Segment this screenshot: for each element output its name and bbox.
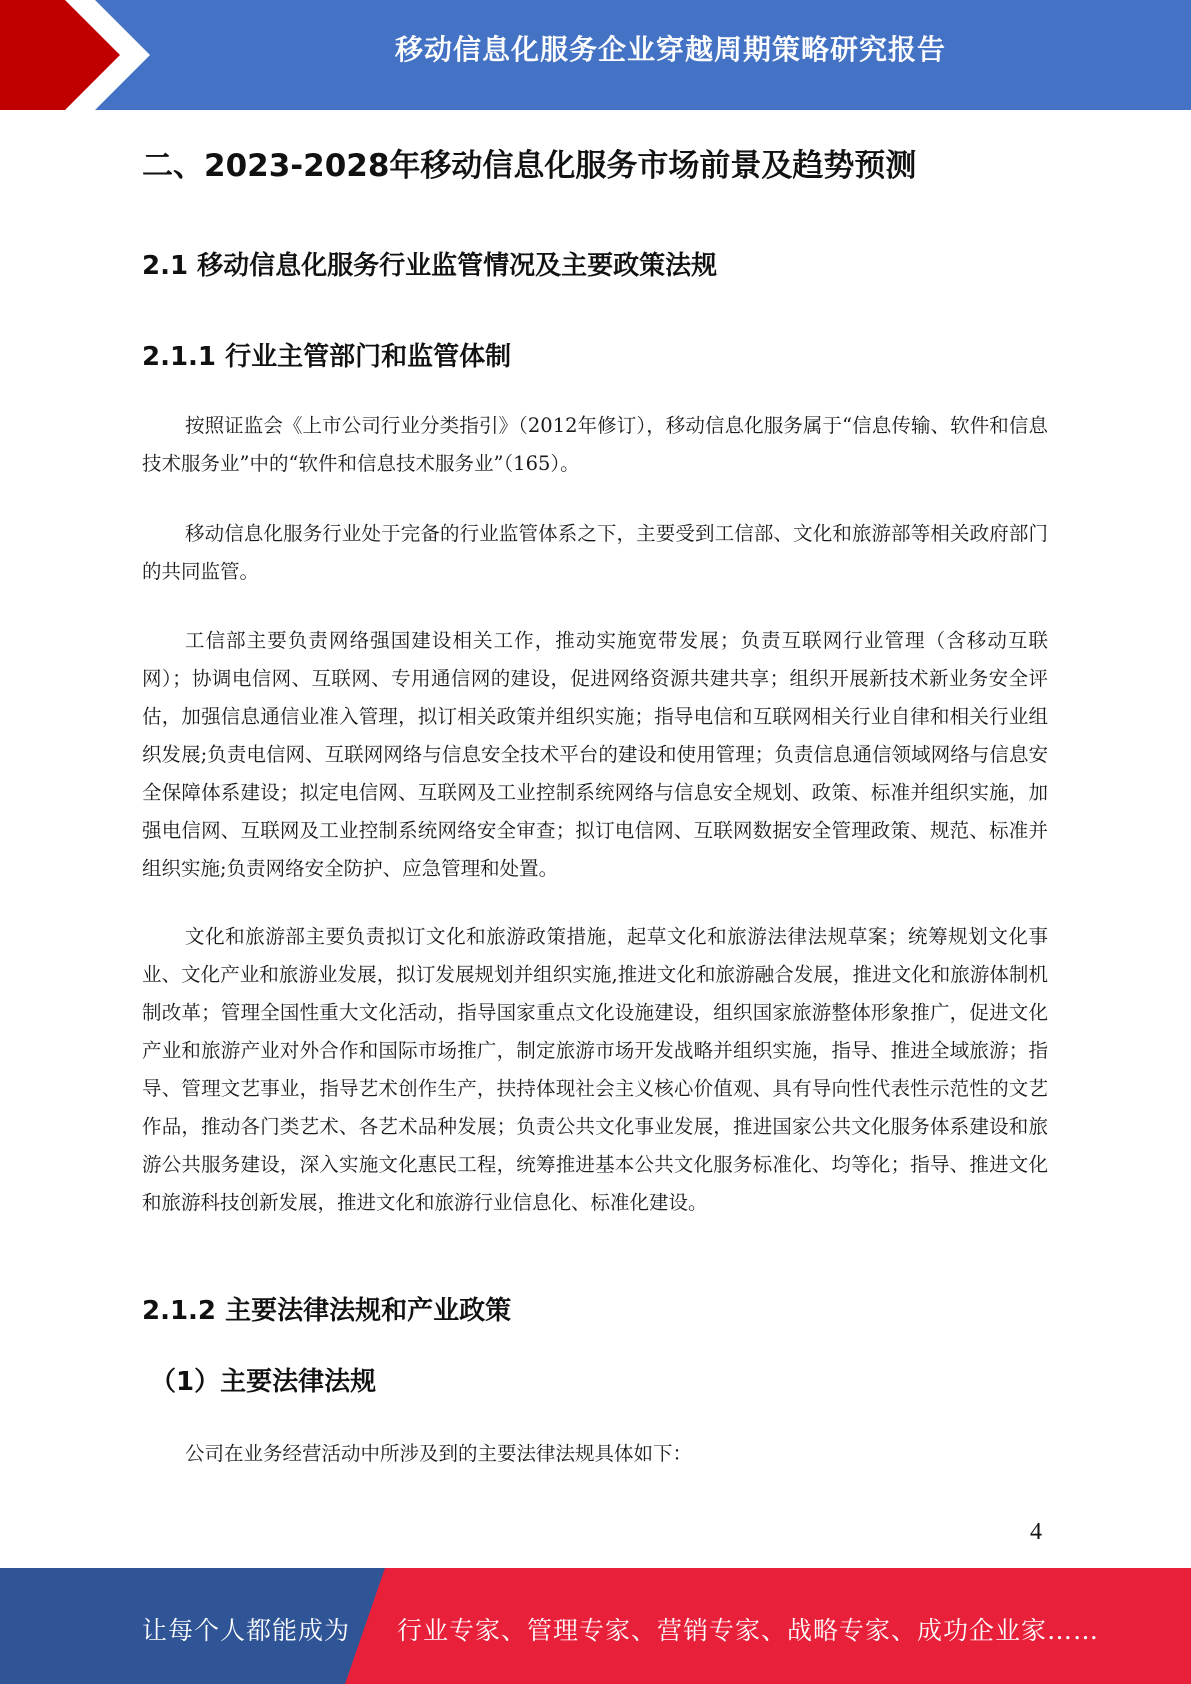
subsection-heading-laws: 2.1.2 主要法律法规和产业政策 xyxy=(142,1296,512,1326)
page-number: 4 xyxy=(1030,1519,1042,1545)
header-banner xyxy=(0,0,1191,110)
item-heading-main-laws: （1）主要法律法规 xyxy=(150,1367,377,1397)
paragraph-classification: 按照证监会《上市公司行业分类指引》（2012年修订），移动信息化服务属于“信息传输、软件和信息技术服务业”中的“软件和信息技术服务业”（165）。 xyxy=(142,414,1048,475)
subsection-heading-regulation: 2.1.1 行业主管部门和监管体制 xyxy=(142,342,512,372)
footer-banner xyxy=(0,1568,1191,1684)
chapter-heading: 二、2023-2028年移动信息化服务市场前景及趋势预测 xyxy=(142,148,917,184)
report-title: 移动信息化服务企业穿越周期策略研究报告 xyxy=(394,33,946,66)
paragraph-culture-tourism-duties: 文化和旅游部主要负责拟订文化和旅游政策措施，起草文化和旅游法律法规草案；统筹规划文化事业、文化产业和旅游业发展，拟订发展规划并组织实施,推进文化和旅游融合发展，推进文化和旅游体制机制改革；管理全国性重大文化活动，指导国家重点文化设施建设，组织国家旅游整体形象推广，促进文化产业和旅游产业对外合作和国际市场推广，制定旅游市场开发战略并组织实施，指导、推进全域旅游；指导、管理文艺事业，指导艺术创作生产，扶持体现社会主义核心价值观、具有导向性代表性示范性的文艺作品，推动各门类艺术、各艺术品种发展；负责公共文化事业发展，推进国家公共文化服务体系建设和旅游公共服务建设，深入实施文化惠民工程，统筹推进基本公共文化服务标准化、均等化；指导、推进文化和旅游科技创新发展，推进文化和旅游行业信息化、标准化建设。 xyxy=(142,925,1048,1214)
section-heading: 2.1 移动信息化服务行业监管情况及主要政策法规 xyxy=(142,251,718,281)
footer-slogan-right: 行业专家、管理专家、营销专家、战略专家、成功企业家…… xyxy=(397,1616,1100,1645)
paragraph-laws-intro: 公司在业务经营活动中所涉及到的主要法律法规具体如下： xyxy=(185,1442,693,1465)
paragraph-supervision: 移动信息化服务行业处于完备的行业监管体系之下，主要受到工信部、文化和旅游部等相关政府部门的共同监管。 xyxy=(142,522,1048,583)
red-chevron-decoration xyxy=(0,0,160,110)
paragraph-miit-duties: 工信部主要负责网络强国建设相关工作，推动实施宽带发展；负责互联网行业管理（含移动互联网）；协调电信网、互联网、专用通信网的建设，促进网络资源共建共享；组织开展新技术新业务安全评估，加强信息通信业准入管理，拟订相关政策并组织实施；指导电信和互联网相关行业自律和相关行业组织发展;负责电信网、互联网网络与信息安全技术平台的建设和使用管理；负责信息通信领域网络与信息安全保障体系建设；拟定电信网、互联网及工业控制系统网络与信息安全规划、政策、标准并组织实施，加强电信网、互联网及工业控制系统网络安全审查；拟订电信网、互联网数据安全管理政策、规范、标准并组织实施;负责网络安全防护、应急管理和处置。 xyxy=(142,629,1048,880)
footer-slogan-left: 让每个人都能成为 xyxy=(142,1616,351,1645)
